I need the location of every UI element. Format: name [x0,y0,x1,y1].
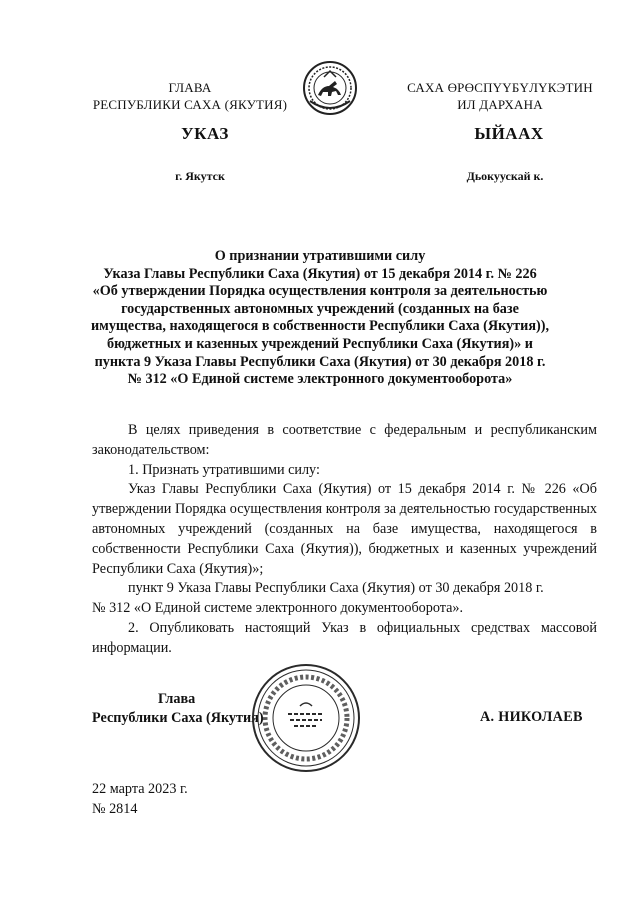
official-seal-stamp [250,662,362,774]
document-body [92,421,597,659]
place-sah: Дьокуускай к. [466,169,544,183]
place-ru: г. Якутск [175,169,225,183]
body-paragraph: пункт 9 Указа Главы Республики Саха (Якутия) от 30 декабря 2018 г. [128,580,544,597]
document-title [80,248,560,389]
body-paragraph: В целях приведения в соответствие с федеральным и республиканским законодательством: [92,422,597,458]
title-line: бюджетных и казенных учреждений Республики Саха (Якутия)» и [107,335,533,352]
document-number: № 2814 [92,801,138,817]
signatory-title-line2: Республики Саха (Якутия) [92,710,264,726]
coat-of-arms-emblem [302,59,358,117]
title-line: государственных автономных учреждений (созданных на базе [121,300,519,317]
document-date: 22 марта 2023 г. [92,781,188,797]
doc-kind-ru: УКАЗ [181,124,229,143]
body-paragraph: 1. Признать утратившими силу: [128,461,320,478]
doc-kind-sah: ЫЙААХ [474,124,544,143]
body-paragraph: Указ Главы Республики Саха (Якутия) от 15 декабря 2014 г. № 226 «Об утверждении Порядка осуществления контроля за деятельностью государственных автономных учреждений (созданных на базе имущества, находящегося в собственности Республики Саха (Якутия)), бюджетных и казенных учреждений Республики Саха (Якутия)»; [92,481,597,577]
body-paragraph: № 312 «О Единой системе электронного документооборота». [92,600,464,617]
signatory-name: А. НИКОЛАЕВ [480,709,583,725]
issuer-sah-line2: ИЛ ДАРХАНА [457,97,543,112]
issuer-ru-line2: РЕСПУБЛИКИ САХА (ЯКУТИЯ) [92,97,288,112]
issuer-sah-line1: САХА ӨРӨСПҮҮБҮЛҮКЭТИН [407,80,593,95]
issuer-sah [380,79,620,113]
title-line: пункта 9 Указа Главы Республики Саха (Якутия) от 30 декабря 2018 г. [94,353,546,370]
issuer-ru-line1: ГЛАВА [168,80,212,95]
title-line: О признании утратившими силу [214,248,426,264]
issuer-ru [60,79,320,113]
title-line: имущества, находящегося в собственности Республики Саха (Якутия)), [90,318,550,335]
title-line: № 312 «О Единой системе электронного документооборота» [127,371,513,388]
title-line: Указа Главы Республики Саха (Якутия) от 15 декабря 2014 г. № 226 [103,265,537,282]
body-paragraph: 2. Опубликовать настоящий Указ в официальных средствах массовой информации. [92,619,597,656]
title-line: «Об утверждении Порядка осуществления контроля за деятельностью [92,283,548,300]
signatory-title-line1: Глава [158,691,196,707]
